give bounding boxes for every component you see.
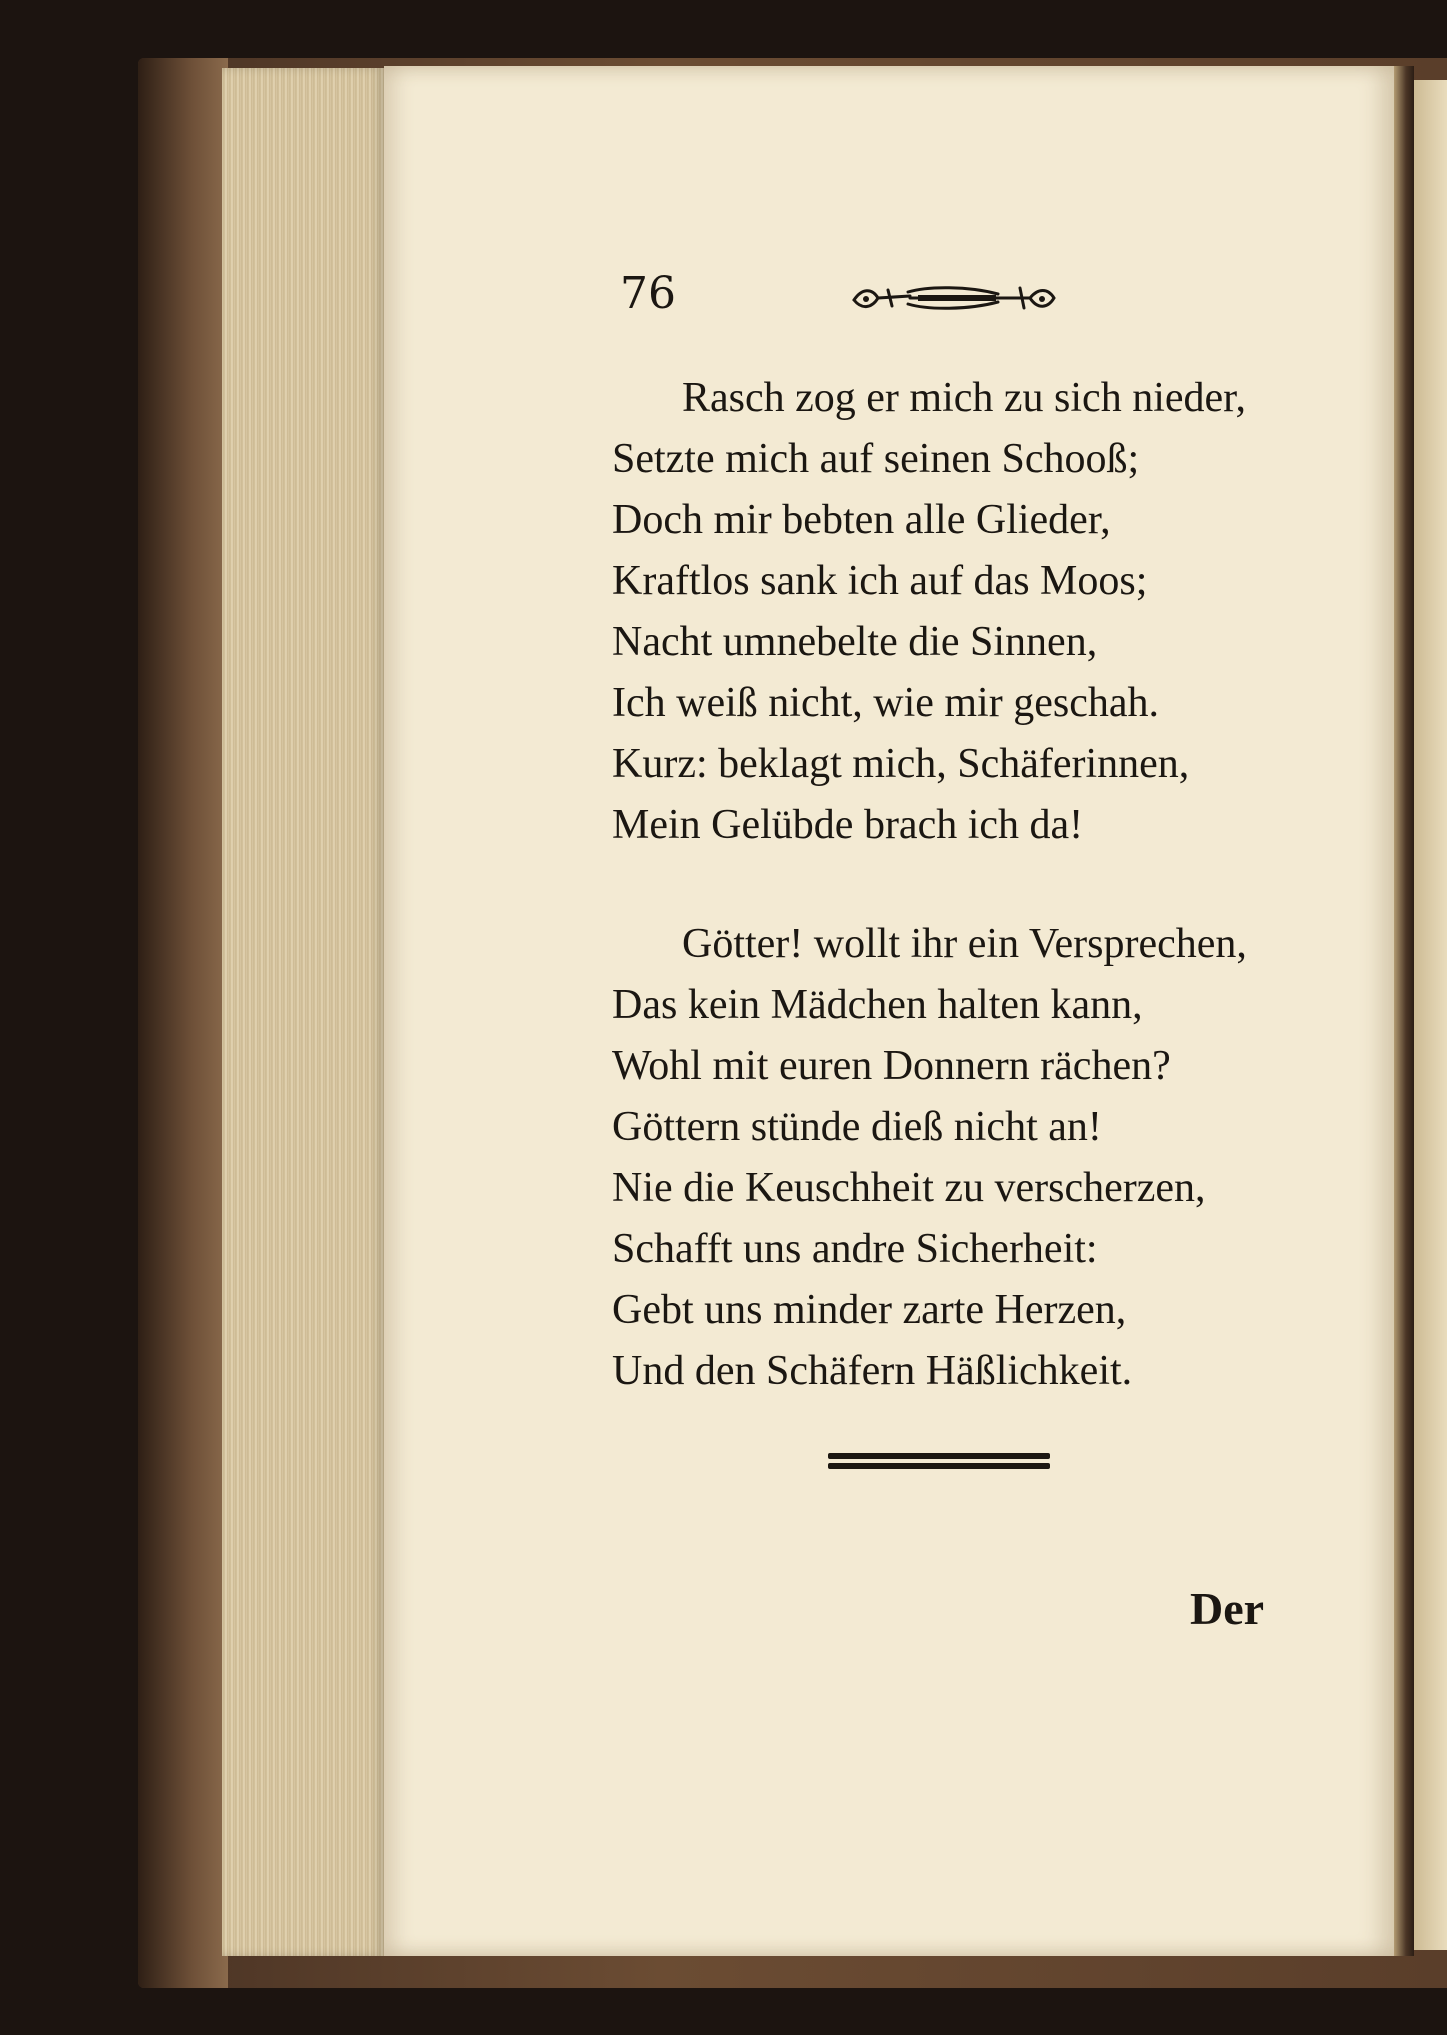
poem-line: Kraftlos sank ich auf das Moos; (612, 558, 1148, 604)
poem-line: Nacht umnebelte die Sinnen, (612, 619, 1098, 665)
rule-bar (828, 1453, 1050, 1459)
decorative-ornament-icon (848, 278, 1060, 320)
poem-line: Wohl mit euren Donnern rächen? (612, 1043, 1171, 1089)
end-rule-divider (828, 1453, 1050, 1475)
poem-line: Gebt uns minder zarte Herzen, (612, 1287, 1127, 1333)
book-spine (138, 58, 228, 1988)
poem-line: Das kein Mädchen halten kann, (612, 982, 1143, 1028)
poem-line: Nie die Keuschheit zu verscherzen, (612, 1165, 1206, 1211)
poem-line: Schafft uns andre Sicherheit: (612, 1226, 1098, 1272)
poem-line: Ich weiß nicht, wie mir geschah. (612, 680, 1159, 726)
stanza-gap (612, 856, 1332, 914)
stanza-2 (612, 914, 1332, 1402)
poem-line: Und den Schäfern Häßlichkeit. (612, 1348, 1133, 1394)
poem-line: Göttern stünde dieß nicht an! (612, 1104, 1102, 1150)
rule-bar (828, 1463, 1050, 1469)
catchword: Der (1190, 1583, 1265, 1634)
book-gutter (1394, 66, 1414, 1956)
poem-line: Kurz: beklagt mich, Schäferinnen, (612, 741, 1190, 787)
poem-text (612, 368, 1332, 1402)
stanza-1 (612, 368, 1332, 856)
poem-line: Mein Gelübde brach ich da! (612, 802, 1084, 848)
poem-line: Setzte mich auf seinen Schooß; (612, 436, 1140, 482)
page-edges (222, 68, 384, 1956)
facing-page-edge (1414, 80, 1447, 1950)
poem-line: Doch mir bebten alle Glieder, (612, 497, 1111, 543)
poem-line: Rasch zog er mich zu sich nieder, (682, 375, 1246, 421)
page-number: 76 (620, 268, 676, 319)
poem-line: Götter! wollt ihr ein Versprechen, (682, 921, 1247, 967)
